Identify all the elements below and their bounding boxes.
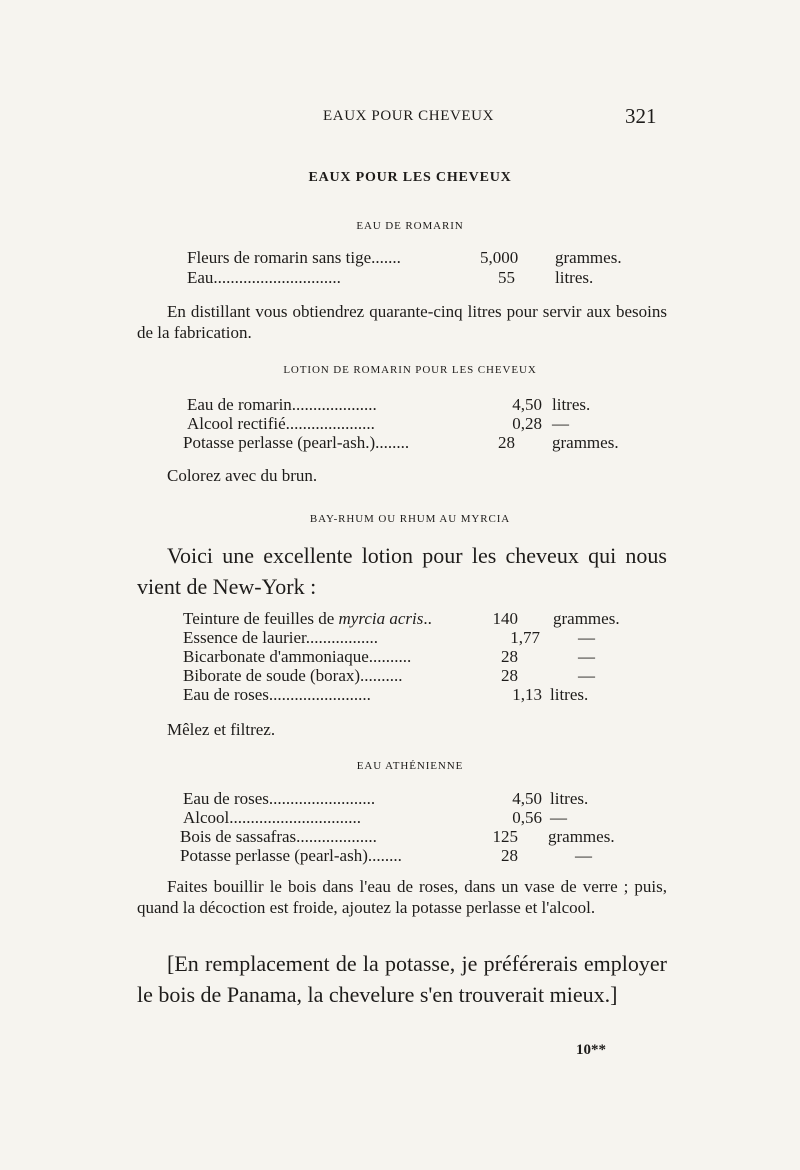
ingredient-quantity: 0,28 — [512, 414, 542, 433]
ingredient-name: Eau de roses......................... — [183, 789, 376, 808]
ingredient-quantity: 28 — [501, 666, 518, 685]
page-number: 321 — [625, 104, 657, 128]
ingredient-unit: litres. — [552, 395, 591, 414]
section-title-eau-de-romarin: EAU DE ROMARIN — [356, 220, 464, 232]
signature-mark: 10** — [576, 1042, 606, 1058]
ingredient-quantity: 55 — [498, 268, 515, 287]
ingredient-quantity: 0,56 — [512, 808, 542, 827]
ingredient-name: Eau de romarin.................... — [187, 395, 377, 414]
ingredient-unit: litres. — [550, 685, 589, 704]
ingredient-unit: litres. — [555, 268, 594, 287]
ingredient-unit: — — [552, 414, 569, 433]
ingredient-name: Alcool............................... — [183, 808, 362, 827]
ingredient-unit: grammes. — [548, 827, 615, 846]
ingredient-quantity: 4,50 — [512, 789, 542, 808]
ingredient-quantity: 140 — [492, 609, 518, 628]
ingredient-unit: — — [578, 628, 595, 647]
ingredient-unit: grammes. — [552, 433, 619, 452]
chapter-title: EAUX POUR LES CHEVEUX — [308, 170, 512, 185]
ingredient-name: Biborate de soude (borax).......... — [183, 666, 403, 685]
ingredient-unit: — — [550, 808, 567, 827]
ingredient-name: Potasse perlasse (pearl-ash.)........ — [183, 433, 410, 452]
section-paragraph: En distillant vous obtiendrez quarante-cinq litres pour servir aux besoins de la fabrication. — [137, 302, 667, 342]
ingredient-unit: grammes. — [553, 609, 620, 628]
ingredient-quantity: 28 — [501, 647, 518, 666]
ingredient-name: Essence de laurier................. — [183, 628, 378, 647]
ingredient-quantity: 28 — [498, 433, 515, 452]
section-paragraph: Faites bouillir le bois dans l'eau de roses, dans un vase de verre ; puis, quand la décoction est froide, ajoutez la potasse perlasse et l'alcool. — [137, 877, 667, 917]
ingredient-name-prefix: Teinture de feuilles de — [183, 609, 339, 628]
ingredient-name: Bois de sassafras................... — [180, 827, 377, 846]
section-title-bay-rhum: BAY-RHUM OU RHUM AU MYRCIA — [309, 513, 511, 525]
ingredient-quantity: 5,000 — [480, 248, 519, 267]
ingredient-unit: — — [578, 666, 595, 685]
ingredient-name-suffix: .. — [423, 609, 432, 628]
section-title-lotion-de-romarin: LOTION DE ROMARIN POUR LES CHEVEUX — [283, 364, 537, 376]
ingredient-name-italic: myrcia acris — [338, 609, 424, 628]
ingredient-unit: litres. — [550, 789, 589, 808]
ingredient-unit: — — [578, 647, 595, 666]
running-title: EAUX POUR CHEVEUX — [323, 108, 495, 124]
ingredient-quantity: 4,50 — [512, 395, 542, 414]
ingredient-name: Eau de roses........................ — [183, 685, 371, 704]
ingredient-name: Potasse perlasse (pearl-ash)........ — [180, 846, 402, 865]
ingredient-quantity: 28 — [501, 846, 518, 865]
ingredient-name: Fleurs de romarin sans tige....... — [187, 248, 401, 267]
ingredient-name: Alcool rectifié..................... — [187, 414, 375, 433]
ingredient-unit: grammes. — [555, 248, 622, 267]
ingredient-unit: — — [575, 846, 592, 865]
intro-paragraph: Voici une excellente lotion pour les cheveux qui nous vient de New-York : — [137, 543, 667, 599]
section-note: Mêlez et filtrez. — [167, 720, 276, 739]
ingredient-name: Eau.............................. — [187, 268, 341, 287]
ingredient-quantity: 125 — [492, 827, 518, 846]
ingredient-name: Bicarbonate d'ammoniaque.......... — [183, 647, 412, 666]
ingredient-quantity: 1,77 — [510, 628, 540, 647]
section-note: Colorez avec du brun. — [167, 466, 318, 485]
closing-note: [En remplacement de la potasse, je préférerais employer le bois de Panama, la chevelure s'en trouverait mieux.] — [137, 951, 667, 1007]
section-title-eau-athenienne: EAU ATHÉNIENNE — [356, 760, 464, 772]
ingredient-quantity: 1,13 — [512, 685, 542, 704]
ingredient-name — [183, 609, 432, 629]
